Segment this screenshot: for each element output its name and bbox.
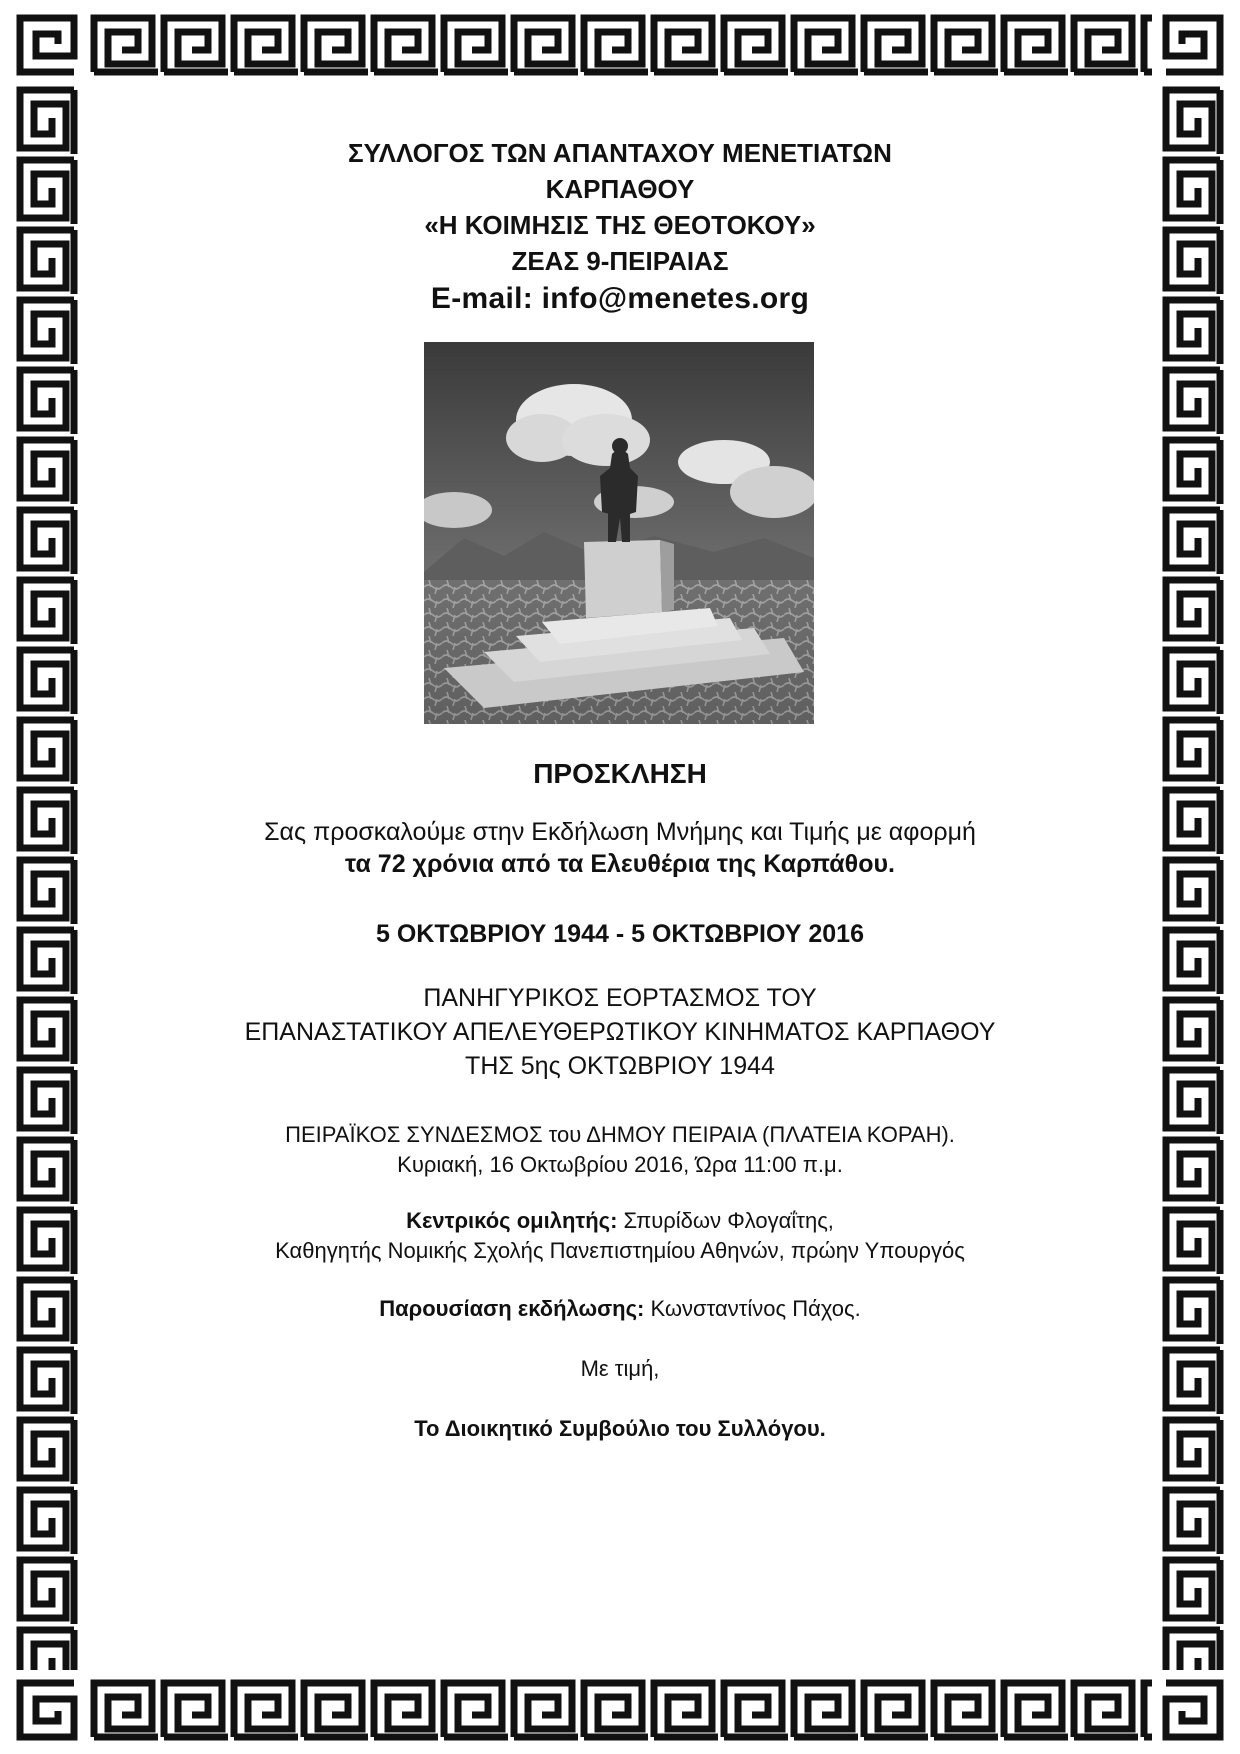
invitation-title: ΠΡΟΣΚΛΗΣΗ — [533, 758, 707, 789]
meander-border-top — [88, 10, 1152, 80]
meander-border-bottom — [88, 1675, 1152, 1745]
meander-corner-top-left — [12, 10, 82, 80]
anniversary-dates: 5 ΟΚΤΩΒΡΙΟΥ 1944 - 5 ΟΚΤΩΒΡΙΟΥ 2016 — [376, 920, 864, 948]
intro-line-2: τα 72 χρόνια από τα Ελευθέρια της Καρπάθου. — [345, 850, 895, 878]
speaker-title: Καθηγητής Νομικής Σχολής Πανεπιστημίου Αθηνών, πρώην Υπουργός — [275, 1238, 965, 1263]
speaker-label: Κεντρικός ομιλητής: — [406, 1208, 618, 1233]
association-location: ΚΑΡΠΑΘΟΥ — [545, 174, 695, 204]
event-line-1: ΠΑΝΗΓΥΡΙΚΟΣ ΕΟΡΤΑΣΜΟΣ ΤΟΥ — [423, 984, 817, 1012]
closing-greeting: Με τιμή, — [580, 1356, 660, 1381]
presenter-label: Παρουσίαση εκδήλωσης: — [379, 1296, 645, 1321]
meander-corner-bottom-right — [1158, 1675, 1228, 1745]
event-line-3: ΤΗΣ 5ης ΟΚΤΩΒΡΙΟΥ 1944 — [465, 1052, 775, 1080]
association-subtitle: «Η ΚΟΙΜΗΣΙΣ ΤΗΣ ΘΕΟΤΟΚΟΥ» — [424, 210, 816, 240]
association-address: ΖΕΑΣ 9-ΠΕΙΡΑΙΑΣ — [511, 246, 729, 276]
association-name: ΣΥΛΛΟΓΟΣ ΤΩΝ ΑΠΑΝΤΑΧΟΥ ΜΕΝΕΤΙΑΤΩΝ — [348, 138, 892, 168]
presenter-line — [90, 1294, 1150, 1324]
association-email: E-mail: info@menetes.org — [430, 282, 810, 315]
meander-border-right — [1158, 84, 1228, 1670]
intro-line-1: Σας προσκαλούμε στην Εκδήλωση Μνήμης και Τιμής με αφορμή — [264, 818, 976, 846]
meander-corner-top-right — [1158, 10, 1228, 80]
meander-corner-bottom-left — [12, 1675, 82, 1745]
statue-monument-photo — [424, 342, 814, 724]
signature: Το Διοικητικό Συμβούλιο του Συλλόγου. — [414, 1416, 826, 1441]
meander-border-left — [12, 84, 82, 1670]
presenter-name: Κωνσταντίνος Πάχος. — [644, 1296, 861, 1321]
speaker-line — [90, 1206, 1150, 1236]
event-datetime: Κυριακή, 16 Οκτωβρίου 2016, Ώρα 11:00 π.μ. — [397, 1152, 843, 1177]
event-venue: ΠΕΙΡΑΪΚΟΣ ΣΥΝΔΕΣΜΟΣ του ΔΗΜΟΥ ΠΕΙΡΑΙΑ (ΠΛΑΤΕΙΑ ΚΟΡΑΗ). — [285, 1122, 955, 1147]
event-line-2: ΕΠΑΝΑΣΤΑΤΙΚΟΥ ΑΠΕΛΕΥΘΕΡΩΤΙΚΟΥ ΚΙΝΗΜΑΤΟΣ ΚΑΡΠΑΘΟΥ — [244, 1018, 996, 1046]
speaker-name: Σπυρίδων Φλογαΐτης, — [617, 1208, 834, 1233]
